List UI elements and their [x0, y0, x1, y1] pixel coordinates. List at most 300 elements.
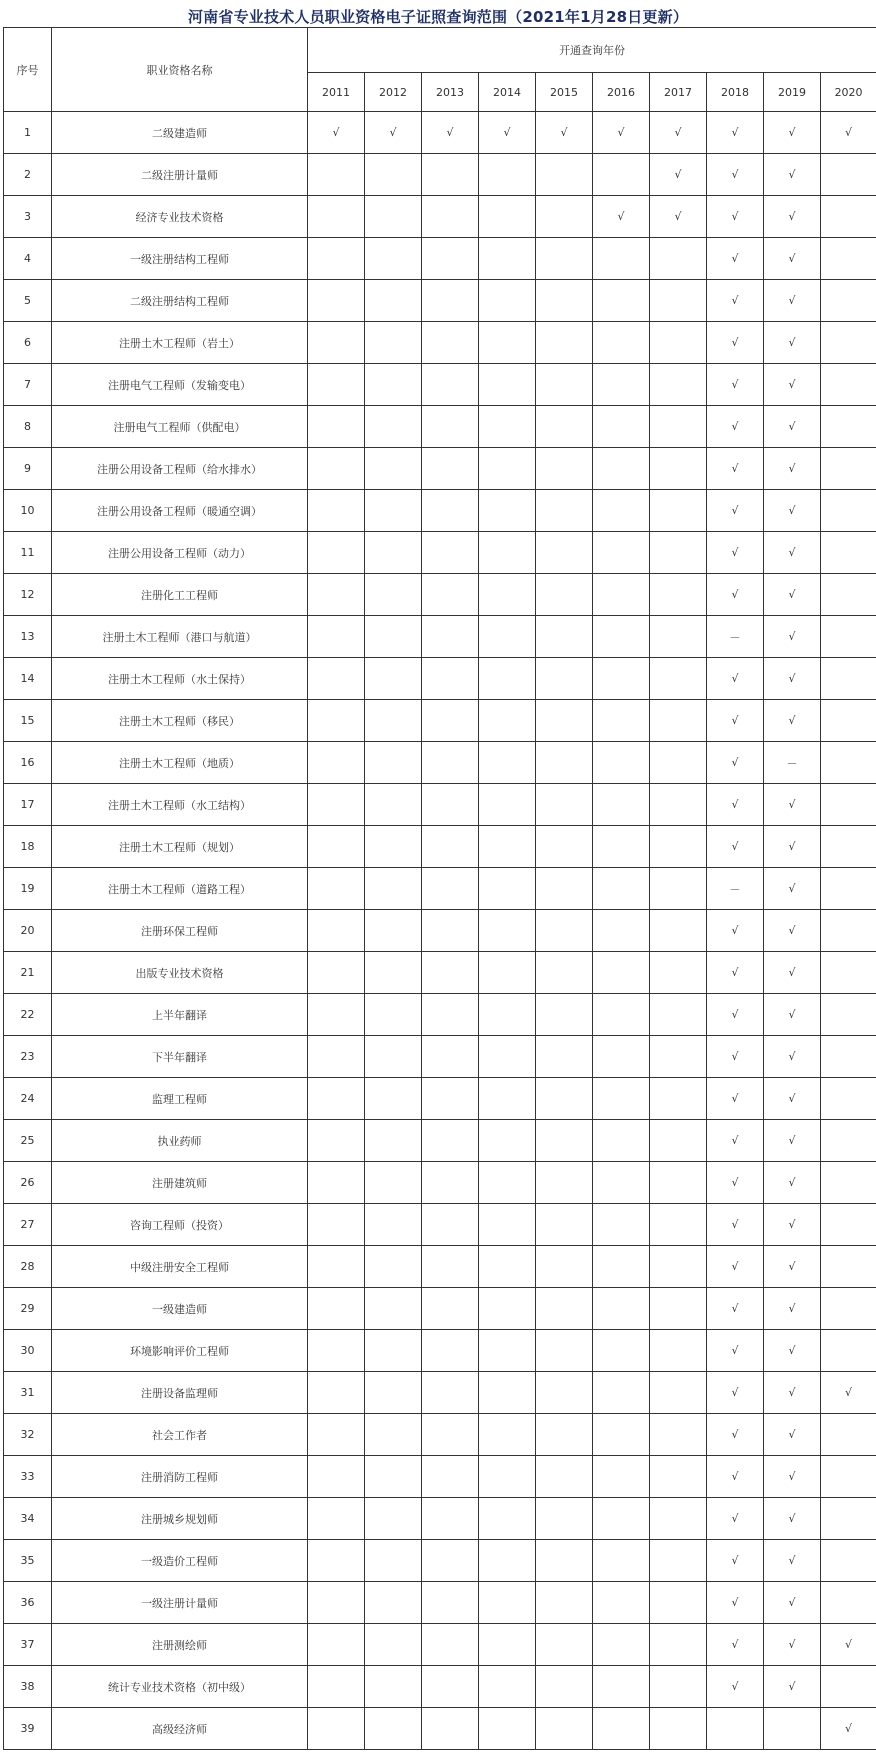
row-index: 11 — [4, 532, 52, 574]
row-index: 34 — [4, 1498, 52, 1540]
empty-cell — [479, 1246, 536, 1288]
row-index: 38 — [4, 1666, 52, 1708]
row-index: 23 — [4, 1036, 52, 1078]
row-index: 37 — [4, 1624, 52, 1666]
check-mark-icon: √ — [650, 154, 707, 196]
check-mark-icon: √ — [764, 1414, 821, 1456]
table-row — [4, 1498, 876, 1540]
empty-cell — [365, 406, 422, 448]
empty-cell — [821, 238, 876, 280]
empty-cell — [821, 1078, 876, 1120]
check-mark-icon: √ — [707, 1498, 764, 1540]
check-mark-icon: √ — [764, 826, 821, 868]
row-index: 32 — [4, 1414, 52, 1456]
empty-cell — [536, 1162, 593, 1204]
check-mark-icon: √ — [764, 910, 821, 952]
qualification-name: 注册电气工程师（供配电） — [52, 406, 308, 448]
empty-cell — [479, 910, 536, 952]
empty-cell — [821, 574, 876, 616]
row-index: 25 — [4, 1120, 52, 1162]
check-mark-icon: √ — [707, 700, 764, 742]
empty-cell — [365, 1288, 422, 1330]
empty-cell — [536, 1624, 593, 1666]
empty-cell — [593, 826, 650, 868]
empty-cell — [536, 1246, 593, 1288]
row-index: 8 — [4, 406, 52, 448]
empty-cell — [821, 406, 876, 448]
empty-cell — [308, 196, 365, 238]
empty-cell — [479, 1624, 536, 1666]
check-mark-icon: √ — [707, 364, 764, 406]
empty-cell — [479, 280, 536, 322]
empty-cell — [650, 574, 707, 616]
empty-cell — [422, 490, 479, 532]
empty-cell — [308, 1414, 365, 1456]
header-year-2013: 2013 — [422, 73, 479, 112]
qualification-name: 一级注册计量师 — [52, 1582, 308, 1624]
empty-cell — [365, 1036, 422, 1078]
check-mark-icon: √ — [707, 952, 764, 994]
empty-cell — [422, 154, 479, 196]
table-row — [4, 1288, 876, 1330]
table-row — [4, 910, 876, 952]
table-row — [4, 1414, 876, 1456]
empty-cell — [536, 364, 593, 406]
empty-cell — [365, 1204, 422, 1246]
empty-cell — [650, 658, 707, 700]
empty-cell — [821, 1120, 876, 1162]
empty-cell — [536, 490, 593, 532]
check-mark-icon: √ — [707, 784, 764, 826]
empty-cell — [536, 1078, 593, 1120]
header-year-2016: 2016 — [593, 73, 650, 112]
empty-cell — [650, 1666, 707, 1708]
empty-cell — [365, 196, 422, 238]
empty-cell — [422, 1204, 479, 1246]
empty-cell — [479, 1582, 536, 1624]
empty-cell — [479, 574, 536, 616]
empty-cell — [536, 658, 593, 700]
empty-cell — [593, 322, 650, 364]
empty-cell — [821, 154, 876, 196]
qualification-name: 二级注册结构工程师 — [52, 280, 308, 322]
empty-cell — [365, 1078, 422, 1120]
check-mark-icon: √ — [707, 322, 764, 364]
empty-cell — [479, 532, 536, 574]
empty-cell — [536, 1498, 593, 1540]
table-row — [4, 238, 876, 280]
header-year-2012: 2012 — [365, 73, 422, 112]
empty-cell — [422, 994, 479, 1036]
empty-cell — [821, 280, 876, 322]
empty-cell — [479, 742, 536, 784]
empty-cell — [308, 280, 365, 322]
empty-cell — [479, 364, 536, 406]
qualification-name: 注册土木工程师（规划） — [52, 826, 308, 868]
empty-cell — [593, 574, 650, 616]
check-mark-icon: √ — [821, 112, 876, 154]
empty-cell — [536, 826, 593, 868]
qualification-name: 注册公用设备工程师（动力） — [52, 532, 308, 574]
check-mark-icon: √ — [821, 1624, 876, 1666]
row-index: 12 — [4, 574, 52, 616]
check-mark-icon: √ — [764, 1624, 821, 1666]
empty-cell — [821, 616, 876, 658]
qualification-name: 上半年翻译 — [52, 994, 308, 1036]
header-index: 序号 — [4, 28, 52, 112]
check-mark-icon: √ — [707, 826, 764, 868]
empty-cell — [365, 1540, 422, 1582]
empty-cell — [479, 1708, 536, 1750]
empty-cell — [422, 1666, 479, 1708]
empty-cell — [479, 154, 536, 196]
empty-cell — [365, 1162, 422, 1204]
empty-cell — [422, 658, 479, 700]
empty-cell — [365, 910, 422, 952]
empty-cell — [821, 1498, 876, 1540]
empty-cell — [365, 784, 422, 826]
empty-cell — [308, 1120, 365, 1162]
empty-cell — [650, 406, 707, 448]
check-mark-icon: √ — [593, 196, 650, 238]
empty-cell — [422, 1330, 479, 1372]
empty-cell — [536, 196, 593, 238]
empty-cell — [308, 1498, 365, 1540]
check-mark-icon: √ — [707, 448, 764, 490]
check-mark-icon: √ — [707, 196, 764, 238]
table-row — [4, 1666, 876, 1708]
empty-cell — [650, 1624, 707, 1666]
empty-cell — [650, 742, 707, 784]
row-index: 6 — [4, 322, 52, 364]
empty-cell — [536, 280, 593, 322]
empty-cell — [479, 1498, 536, 1540]
table-row — [4, 1372, 876, 1414]
table-row — [4, 1162, 876, 1204]
row-index: 4 — [4, 238, 52, 280]
empty-cell — [308, 1036, 365, 1078]
empty-cell — [422, 238, 479, 280]
check-mark-icon: √ — [764, 1666, 821, 1708]
table-row — [4, 406, 876, 448]
empty-cell — [422, 322, 479, 364]
empty-cell — [536, 406, 593, 448]
table-row — [4, 1624, 876, 1666]
empty-cell — [308, 1372, 365, 1414]
empty-cell — [821, 1246, 876, 1288]
check-mark-icon: √ — [707, 910, 764, 952]
empty-cell — [821, 826, 876, 868]
check-mark-icon: √ — [593, 112, 650, 154]
qualification-name: 注册设备监理师 — [52, 1372, 308, 1414]
empty-cell — [479, 1036, 536, 1078]
empty-cell — [821, 1204, 876, 1246]
empty-cell — [365, 658, 422, 700]
table-row — [4, 1330, 876, 1372]
empty-cell — [365, 532, 422, 574]
empty-cell — [593, 532, 650, 574]
empty-cell — [422, 784, 479, 826]
empty-cell — [650, 1414, 707, 1456]
empty-cell — [593, 868, 650, 910]
check-mark-icon: √ — [707, 658, 764, 700]
empty-cell — [422, 1456, 479, 1498]
empty-cell — [365, 700, 422, 742]
empty-cell — [422, 574, 479, 616]
table-row — [4, 994, 876, 1036]
empty-cell — [593, 1330, 650, 1372]
empty-cell — [308, 448, 365, 490]
header-year-2019: 2019 — [764, 73, 821, 112]
table-row — [4, 1540, 876, 1582]
table-row — [4, 742, 876, 784]
empty-cell — [821, 742, 876, 784]
empty-cell — [593, 1204, 650, 1246]
empty-cell — [764, 1708, 821, 1750]
table-row — [4, 574, 876, 616]
table-row — [4, 1078, 876, 1120]
empty-cell — [365, 1582, 422, 1624]
check-mark-icon: √ — [707, 112, 764, 154]
check-mark-icon: √ — [764, 616, 821, 658]
empty-cell — [422, 700, 479, 742]
check-mark-icon: √ — [707, 1246, 764, 1288]
empty-cell — [365, 868, 422, 910]
table-row — [4, 1120, 876, 1162]
qualification-name: 环境影响评价工程师 — [52, 1330, 308, 1372]
check-mark-icon: √ — [707, 280, 764, 322]
empty-cell — [479, 196, 536, 238]
empty-cell — [479, 1456, 536, 1498]
empty-cell — [479, 322, 536, 364]
check-mark-icon: √ — [764, 1288, 821, 1330]
header-year-2014: 2014 — [479, 73, 536, 112]
row-index: 18 — [4, 826, 52, 868]
table-row — [4, 532, 876, 574]
empty-cell — [821, 448, 876, 490]
row-index: 28 — [4, 1246, 52, 1288]
empty-cell — [308, 154, 365, 196]
empty-cell — [422, 1372, 479, 1414]
empty-cell — [365, 1414, 422, 1456]
empty-cell — [650, 1204, 707, 1246]
empty-cell — [422, 1708, 479, 1750]
table-row — [4, 364, 876, 406]
empty-cell — [422, 910, 479, 952]
check-mark-icon: √ — [764, 1120, 821, 1162]
qualification-name: 注册建筑师 — [52, 1162, 308, 1204]
empty-cell — [593, 1288, 650, 1330]
empty-cell — [479, 1078, 536, 1120]
row-index: 21 — [4, 952, 52, 994]
check-mark-icon: √ — [707, 1036, 764, 1078]
table-row — [4, 1204, 876, 1246]
row-index: 35 — [4, 1540, 52, 1582]
empty-cell — [650, 910, 707, 952]
empty-cell — [821, 700, 876, 742]
empty-cell — [422, 952, 479, 994]
empty-cell — [536, 616, 593, 658]
empty-cell — [821, 1540, 876, 1582]
empty-cell — [479, 238, 536, 280]
row-index: 26 — [4, 1162, 52, 1204]
empty-cell — [593, 364, 650, 406]
empty-cell — [365, 490, 422, 532]
empty-cell — [365, 1624, 422, 1666]
qualification-name: 注册公用设备工程师（给水排水） — [52, 448, 308, 490]
qualification-name: 咨询工程师（投资） — [52, 1204, 308, 1246]
qualification-name: 注册土木工程师（地质） — [52, 742, 308, 784]
empty-cell — [422, 406, 479, 448]
empty-cell — [593, 658, 650, 700]
empty-cell — [650, 784, 707, 826]
table-row — [4, 826, 876, 868]
empty-cell — [593, 910, 650, 952]
empty-cell — [536, 742, 593, 784]
empty-cell — [308, 1666, 365, 1708]
table-row — [4, 154, 876, 196]
table-row — [4, 196, 876, 238]
row-index: 31 — [4, 1372, 52, 1414]
row-index: 19 — [4, 868, 52, 910]
empty-cell — [365, 154, 422, 196]
empty-cell — [650, 1162, 707, 1204]
check-mark-icon: √ — [650, 196, 707, 238]
qualification-name: 注册土木工程师（港口与航道） — [52, 616, 308, 658]
empty-cell — [479, 700, 536, 742]
check-mark-icon: √ — [707, 742, 764, 784]
check-mark-icon: √ — [764, 490, 821, 532]
check-mark-icon: √ — [650, 112, 707, 154]
check-mark-icon: √ — [764, 532, 821, 574]
empty-cell — [536, 1120, 593, 1162]
empty-cell — [650, 700, 707, 742]
empty-cell — [365, 742, 422, 784]
empty-cell — [479, 1540, 536, 1582]
empty-cell — [365, 1120, 422, 1162]
check-mark-icon: √ — [764, 196, 821, 238]
check-mark-icon: √ — [707, 406, 764, 448]
row-index: 15 — [4, 700, 52, 742]
check-mark-icon: √ — [707, 1666, 764, 1708]
check-mark-icon: √ — [365, 112, 422, 154]
empty-cell — [536, 1288, 593, 1330]
empty-cell — [308, 1456, 365, 1498]
qualification-name: 注册土木工程师（水工结构） — [52, 784, 308, 826]
empty-cell — [365, 1330, 422, 1372]
table-row — [4, 784, 876, 826]
table-body — [4, 112, 876, 1750]
empty-cell — [422, 1540, 479, 1582]
empty-cell — [479, 1204, 536, 1246]
empty-cell — [821, 1414, 876, 1456]
row-index: 27 — [4, 1204, 52, 1246]
empty-cell — [821, 196, 876, 238]
check-mark-icon: √ — [764, 868, 821, 910]
empty-cell — [821, 994, 876, 1036]
empty-cell — [422, 1498, 479, 1540]
table-row — [4, 1036, 876, 1078]
qualification-name: 二级注册计量师 — [52, 154, 308, 196]
empty-cell — [479, 448, 536, 490]
row-index: 7 — [4, 364, 52, 406]
check-mark-icon: √ — [764, 1540, 821, 1582]
empty-cell — [479, 490, 536, 532]
empty-cell — [650, 1582, 707, 1624]
check-mark-icon: √ — [536, 112, 593, 154]
empty-cell — [365, 994, 422, 1036]
check-mark-icon: √ — [707, 1372, 764, 1414]
empty-cell — [308, 1624, 365, 1666]
check-mark-icon: √ — [707, 574, 764, 616]
header-year-2011: 2011 — [308, 73, 365, 112]
qualification-name: 社会工作者 — [52, 1414, 308, 1456]
empty-cell — [821, 1582, 876, 1624]
empty-cell — [479, 616, 536, 658]
check-mark-icon: √ — [764, 364, 821, 406]
empty-cell — [536, 1036, 593, 1078]
table-row — [4, 658, 876, 700]
header-years-group: 开通查询年份 — [308, 28, 876, 73]
empty-cell — [308, 1330, 365, 1372]
empty-cell — [650, 448, 707, 490]
check-mark-icon: √ — [707, 1288, 764, 1330]
empty-cell — [650, 490, 707, 532]
empty-cell — [536, 1540, 593, 1582]
empty-cell — [422, 1246, 479, 1288]
empty-cell — [308, 658, 365, 700]
empty-cell — [536, 574, 593, 616]
empty-cell — [365, 364, 422, 406]
dash-mark: － — [707, 616, 764, 658]
empty-cell — [422, 1036, 479, 1078]
table-row — [4, 952, 876, 994]
empty-cell — [365, 1666, 422, 1708]
check-mark-icon: √ — [707, 490, 764, 532]
empty-cell — [422, 448, 479, 490]
empty-cell — [536, 1582, 593, 1624]
qualification-table — [3, 27, 876, 1750]
check-mark-icon: √ — [764, 238, 821, 280]
empty-cell — [308, 1540, 365, 1582]
check-mark-icon: √ — [707, 1414, 764, 1456]
empty-cell — [308, 532, 365, 574]
empty-cell — [365, 280, 422, 322]
header-year-2020: 2020 — [821, 73, 876, 112]
empty-cell — [593, 448, 650, 490]
row-index: 14 — [4, 658, 52, 700]
empty-cell — [308, 1162, 365, 1204]
qualification-name: 高级经济师 — [52, 1708, 308, 1750]
check-mark-icon: √ — [707, 1330, 764, 1372]
empty-cell — [536, 952, 593, 994]
empty-cell — [536, 1204, 593, 1246]
qualification-name: 监理工程师 — [52, 1078, 308, 1120]
empty-cell — [308, 1582, 365, 1624]
empty-cell — [821, 784, 876, 826]
empty-cell — [821, 1666, 876, 1708]
empty-cell — [536, 1372, 593, 1414]
row-index: 16 — [4, 742, 52, 784]
empty-cell — [308, 238, 365, 280]
row-index: 29 — [4, 1288, 52, 1330]
check-mark-icon: √ — [764, 952, 821, 994]
empty-cell — [593, 1036, 650, 1078]
row-index: 36 — [4, 1582, 52, 1624]
empty-cell — [422, 532, 479, 574]
empty-cell — [593, 1666, 650, 1708]
row-index: 10 — [4, 490, 52, 532]
